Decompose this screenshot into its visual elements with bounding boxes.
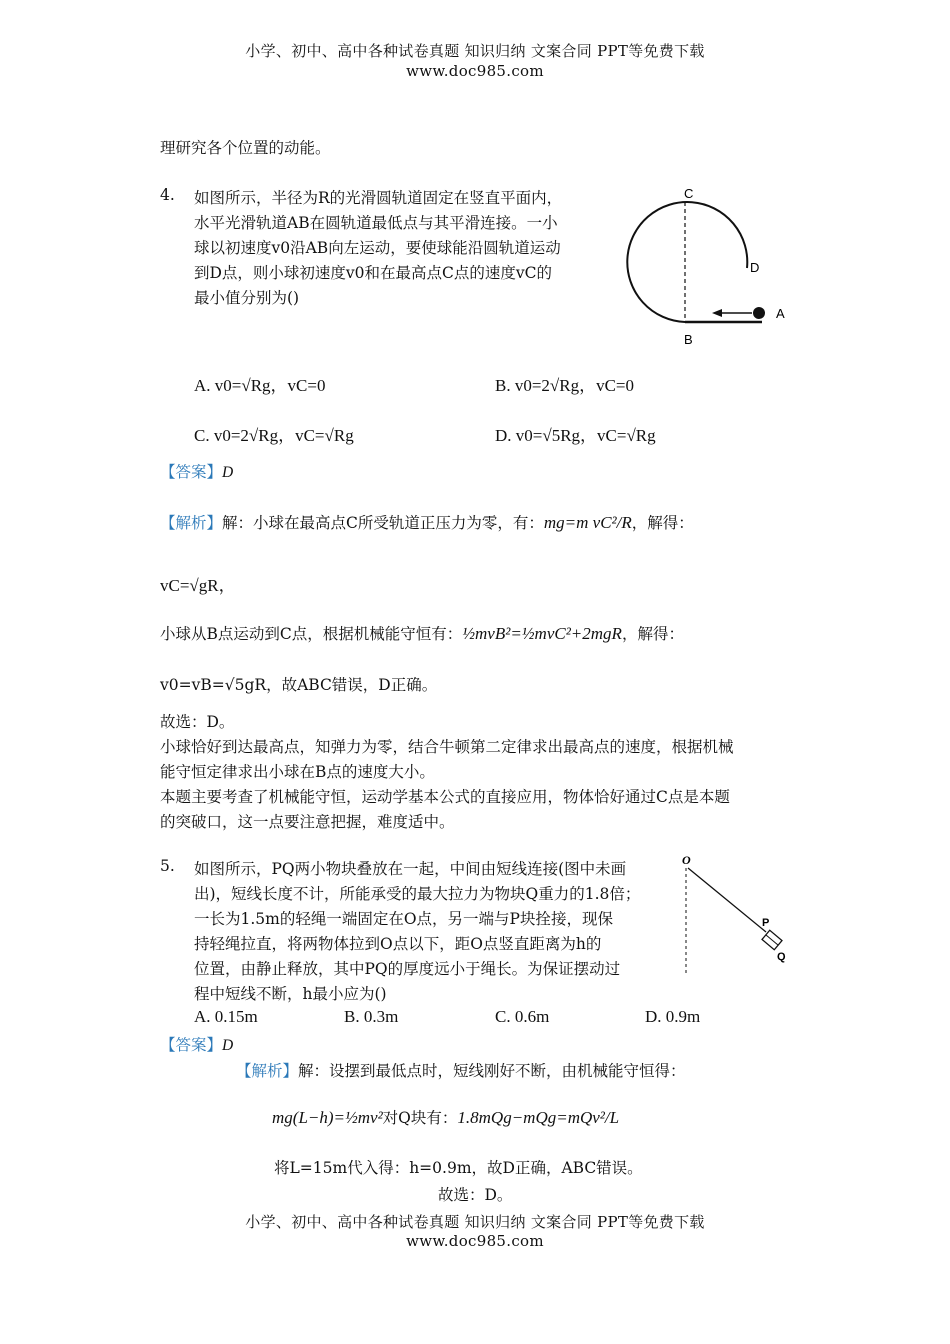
label-q: Q: [777, 951, 786, 963]
eq-mid-text: 对Q块有：: [382, 1109, 458, 1127]
energy-text: 小球从B点运动到C点，根据机械能守恒有：: [160, 625, 463, 643]
q5-number: 5.: [160, 857, 175, 875]
q4-circular-track-figure: [612, 180, 802, 350]
q4-stem-line: 球以初速度v0沿AB向左运动，要使球能沿圆轨道运动: [194, 239, 561, 257]
q5-option-b: B. 0.3m: [344, 1007, 399, 1026]
q4-option-a: A. v0=√Rg，vC=0: [194, 376, 326, 395]
q5-stem-line: 出)，短线长度不计，所能承受的最大拉力为物块Q重力的1.8倍；: [194, 885, 641, 903]
q5-stem-line: 程中短线不断，h最小应为(): [194, 985, 387, 1003]
energy-equation: ½mvB²=½mvC²+2mgR: [462, 624, 622, 643]
label-o: O: [682, 853, 691, 867]
q5-analysis-eq-line: [272, 1106, 619, 1128]
q4-result1: vC=√gR，: [160, 576, 236, 595]
q5-option-a: A. 0.15m: [194, 1007, 258, 1026]
q5-stem-line: 持轻绳拉直，将两物体拉到O点以下，距O点竖直距离为h的: [194, 935, 602, 953]
analysis-tag: 【解析】: [236, 1062, 299, 1080]
q4-number: 4.: [160, 186, 175, 204]
header-url: www.doc985.com: [406, 62, 544, 80]
q5-analysis-line3: 将L=15m代入得：h=0.9m，故D正确，ABC错误。: [274, 1159, 643, 1177]
label-b: B: [684, 332, 693, 347]
footer-line1: 小学、初中、高中各种试卷真题 知识归纳 文案合同 PPT等免费下载: [245, 1213, 705, 1231]
q4-comment4: 的突破口，这一点要注意把握，难度适中。: [160, 813, 455, 831]
q4-stem-line: 到D点，则小球初速度v0和在最高点C点的速度vC的: [194, 264, 553, 282]
solve-word-2: ，解得：: [621, 625, 684, 643]
intro-text: 理研究各个位置的动能。: [160, 139, 331, 157]
analysis-eq1: mg=m vC²/R: [543, 513, 632, 532]
q4-analysis-line3: v0=vB=√5gR，故ABC错误，D正确。: [160, 676, 438, 694]
label-c: C: [684, 186, 694, 201]
force-equation: 1.8mQg−mQg=mQv²/L: [457, 1108, 620, 1127]
q5-pendulum-figure: [676, 850, 796, 980]
q4-analysis-line1: [160, 511, 694, 533]
footer-url: www.doc985.com: [406, 1232, 544, 1250]
q4-option-d: D. v0=√5Rg，vC=√Rg: [495, 426, 656, 445]
solve-word: ，解得：: [631, 514, 694, 532]
q4-stem-line: 如图所示，半径为R的光滑圆轨道固定在竖直平面内，: [194, 189, 563, 207]
label-p: P: [762, 917, 770, 929]
answer-tag: 【答案】: [160, 1036, 223, 1054]
rope: [688, 868, 766, 932]
q4-answer-line: [160, 460, 233, 482]
q5-stem-line: 一长为1.5m的轻绳一端固定在O点，另一端与P块拴接，现保: [194, 910, 613, 928]
answer-value: D: [222, 464, 234, 481]
q5-option-c: C. 0.6m: [495, 1007, 550, 1026]
label-d: D: [750, 260, 760, 275]
q4-option-c: C. v0=2√Rg，vC=√Rg: [194, 426, 354, 445]
q5-stem-line: 如图所示，PQ两小物块叠放在一起，中间由短线连接(图中未画: [194, 860, 627, 878]
header-line1: 小学、初中、高中各种试卷真题 知识归纳 文案合同 PPT等免费下载: [245, 42, 705, 60]
answer-value: D: [222, 1037, 234, 1054]
analysis-lead: 解：设摆到最低点时，短线刚好不断，由机械能守恒得：: [298, 1062, 686, 1080]
energy-equation: mg(L−h)=½mv²: [272, 1108, 383, 1127]
q4-choose: 故选：D。: [160, 713, 235, 731]
q4-comment1: 小球恰好到达最高点，知弹力为零，结合牛顿第二定律求出最高点的速度，根据机械: [160, 738, 734, 756]
q5-answer-line: [160, 1033, 233, 1055]
blocks-pq: [762, 930, 782, 949]
q5-stem-line: 位置，由静止释放，其中PQ的厚度远小于绳长。为保证摆动过: [194, 960, 621, 978]
label-a: A: [776, 306, 785, 321]
q4-stem-line: 最小值分别为(): [194, 289, 300, 307]
q4-comment2: 能守恒定律求出小球在B点的速度大小。: [160, 763, 435, 781]
q4-comment3: 本题主要考查了机械能守恒，运动学基本公式的直接应用，物体恰好通过C点是本题: [160, 788, 730, 806]
q5-choose: 故选：D。: [438, 1186, 513, 1204]
analysis-lead: 解：小球在最高点C所受轨道正压力为零，有：: [222, 514, 544, 532]
q5-analysis-line1: [236, 1059, 686, 1081]
q4-stem-line: 水平光滑轨道AB在圆轨道最低点与其平滑连接。一小: [194, 214, 558, 232]
q4-option-b: B. v0=2√Rg，vC=0: [495, 376, 635, 395]
q5-option-d: D. 0.9m: [645, 1007, 701, 1026]
analysis-tag: 【解析】: [160, 514, 223, 532]
ball: [753, 307, 765, 319]
q4-analysis-line2: [160, 622, 684, 644]
answer-tag: 【答案】: [160, 463, 223, 481]
